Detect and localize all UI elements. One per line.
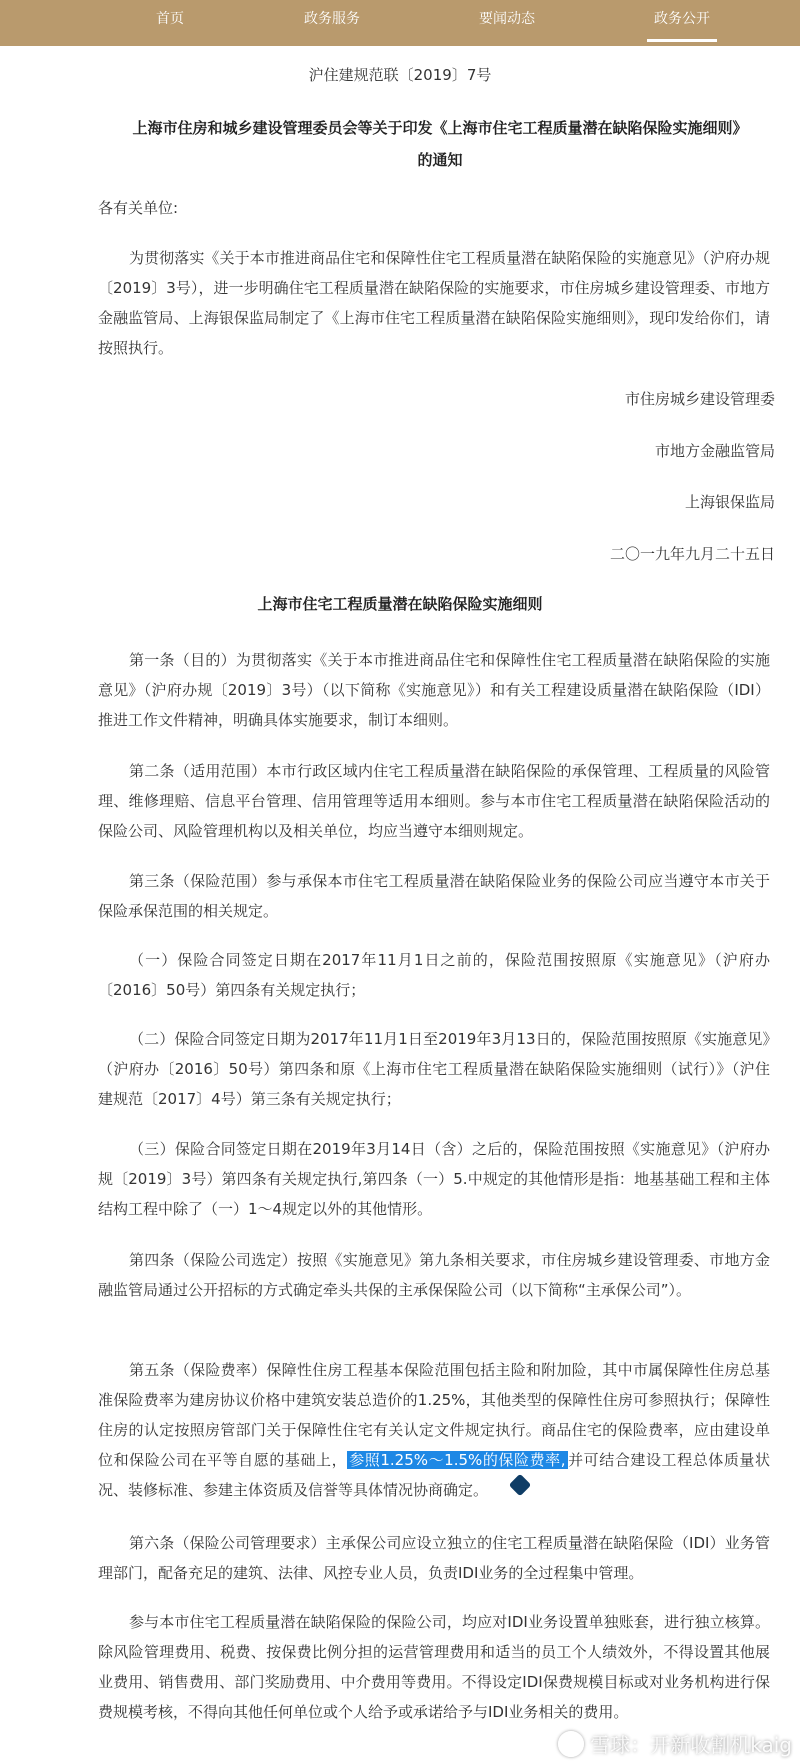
top-navigation: [0, 0, 800, 46]
article-3: 第三条（保险范围）参与承保本市住宅工程质量潜在缺陷保险业务的保险公司应当遵守本市关于保险承保范围的相关规定。: [98, 872, 770, 920]
rules-title: 上海市住宅工程质量潜在缺陷保险实施细则: [257, 595, 543, 613]
document-title-line1: 上海市住房和城乡建设管理委员会等关于印发《上海市住宅工程质量潜在缺陷保险实施细则》: [132, 119, 748, 137]
document-title: [100, 112, 780, 176]
document-date: 二〇一九年九月二十五日: [609, 545, 775, 563]
article-3-item-1: （一）保险合同签定日期在2017年11月1日之前的，保险范围按照原《实施意见》（沪府办〔2016〕50号）第四条有关规定执行；: [98, 951, 770, 999]
article-3-item-2: （二）保险合同签定日期为2017年11月1日至2019年3月13日的，保险范围按照原《实施意见》（沪府办〔2016〕50号）第四条和原《上海市住宅工程质量潜在缺陷保险实施细则（试行）》（沪住建规范〔2017〕4号）第三条有关规定执行；: [98, 1030, 770, 1108]
article-5-text-after: 并可结合建设工程总体质量状况、装修标准、参建主体资质及信誉等具体情况协商确定。: [98, 1451, 770, 1499]
article-1: 第一条（目的）为贯彻落实《关于本市推进商品住宅和保障性住宅工程质量潜在缺陷保险的实施意见》（沪府办规〔2019〕3号）（以下简称《实施意见》）和有关工程建设质量潜在缺陷保险（IDI）推进工作文件精神，明确具体实施要求，制订本细则。: [98, 651, 770, 729]
nav-home[interactable]: 首页: [156, 11, 184, 27]
document-title-line2: 的通知: [417, 151, 463, 169]
nav-government-services[interactable]: 政务服务: [304, 11, 360, 27]
snowball-logo-icon: [558, 1731, 584, 1757]
article-6: 第六条（保险公司管理要求）主承保公司应设立独立的住宅工程质量潜在缺陷保险（IDI）业务管理部门，配备充足的建筑、法律、风控专业人员，负责IDI业务的全过程集中管理。: [98, 1534, 770, 1582]
article-4: 第四条（保险公司选定）按照《实施意见》第九条相关要求，市住房城乡建设管理委、市地方金融监管局通过公开招标的方式确定牵头共保的主承保保险公司（以下简称“主承保公司”）。: [98, 1251, 770, 1299]
selected-text-highlight[interactable]: 参照1.25%～1.5%的保险费率,: [349, 1451, 566, 1469]
article-6-paragraph-2: 参与本市住宅工程质量潜在缺陷保险的保险公司，均应对IDI业务设置单独账套，进行独立核算。除风险管理费用、税费、按保费比例分担的运营管理费用和适当的员工个人绩效外，不得设置其他展业费用、销售费用、部门奖励费用、中介费用等费用。不得设定IDI保费规模目标或对业务机构进行保费规模考核，不得向其他任何单位或个人给予或承诺给予与IDI业务相关的费用。: [98, 1613, 770, 1721]
nav-government-disclosure[interactable]: 政务公开: [617, 0, 747, 40]
watermark: [558, 1729, 792, 1758]
nav-news[interactable]: 要闻动态: [479, 11, 535, 27]
signature-cbirc-shanghai: 上海银保监局: [684, 493, 775, 511]
article-2: 第二条（适用范围）本市行政区域内住宅工程质量潜在缺陷保险的承保管理、工程质量的风险管理、维修理赔、信息平台管理、信用管理等适用本细则。参与本市住宅工程质量潜在缺陷保险活动的保险公司、风险管理机构以及相关单位，均应当遵守本细则规定。: [98, 762, 770, 840]
signature-housing-commission: 市住房城乡建设管理委: [624, 390, 775, 408]
article-5-text-before: 第五条（保险费率）保障性住房工程基本保险范围包括主险和附加险，其中市属保障性住房总基准保险费率为建房协议价格中建筑安装总造价的1.25%，其他类型的保障性住房可参照执行；保障性住房的认定按照房管部门关于保障性住宅有关认定文件规定执行。商品住宅的保险费率，应由建设单位和保险公司在平等自愿的基础上，: [98, 1361, 770, 1469]
intro-paragraph: 为贯彻落实《关于本市推进商品住宅和保障性住宅工程质量潜在缺陷保险的实施意见》（沪府办规〔2019〕3号），进一步明确住宅工程质量潜在缺陷保险的实施要求，市住房城乡建设管理委、市地方金融监管局、上海银保监局制定了《上海市住宅工程质量潜在缺陷保险实施细则》，现印发给你们，请按照执行。: [98, 249, 770, 357]
watermark-text: 雪球：开新收割机kaig: [590, 1733, 792, 1757]
article-3-item-3: （三）保险合同签定日期在2019年3月14日（含）之后的，保险范围按照《实施意见》（沪府办规〔2019〕3号）第四条有关规定执行,第四条（一）5.中规定的其他情形是指：地基基础工程和主体结构工程中除了（一）1～4规定以外的其他情形。: [98, 1140, 770, 1218]
salutation: 各有关单位:: [98, 199, 179, 217]
article-5: [98, 1355, 770, 1505]
document-number: 沪住建规范联〔2019〕7号: [308, 66, 492, 84]
signature-finance-bureau: 市地方金融监管局: [654, 442, 775, 460]
